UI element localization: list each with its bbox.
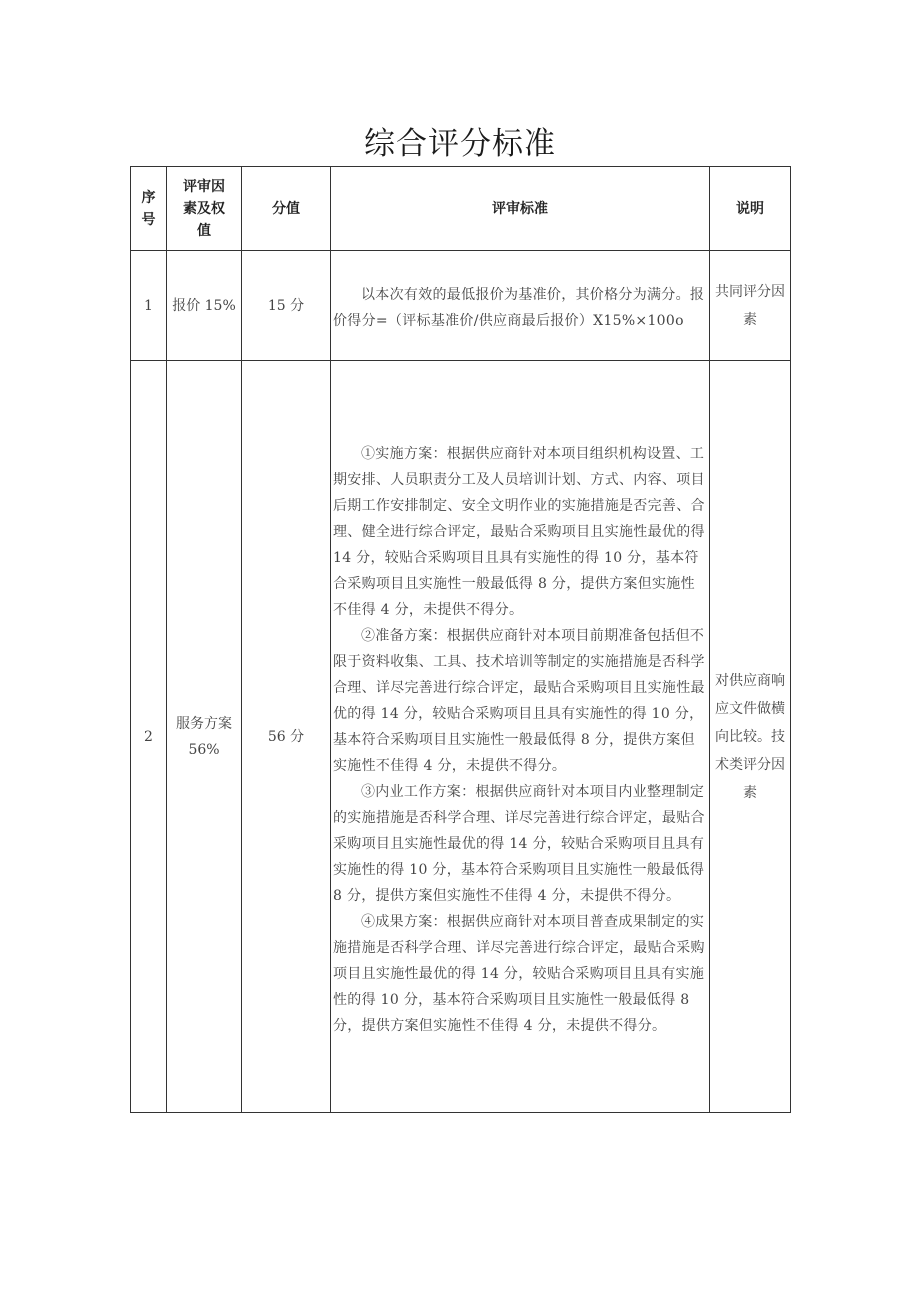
row-factor: 服务方案 56% [167, 361, 242, 1113]
page-title: 综合评分标准 [364, 126, 556, 162]
header-seq: 序号 [131, 167, 167, 251]
row-note: 对供应商响应文件做横向比较。技术类评分因素 [710, 361, 791, 1113]
row-criteria [331, 361, 710, 1113]
row-note: 共同评分因素 [710, 251, 791, 361]
header-factor: 评审因素及权值 [167, 167, 242, 251]
row-score: 15 分 [242, 251, 331, 361]
row-seq: 1 [131, 251, 167, 361]
header-criteria: 评审标准 [331, 167, 710, 251]
row-score: 56 分 [242, 361, 331, 1113]
criteria-paragraph: ④成果方案：根据供应商针对本项目普查成果制定的实施措施是否科学合理、详尽完善进行综合评定，最贴合采购项目且实施性最优的得 14 分，较贴合采购项目且具有实施性的得 10 分，基本符合采购项目且实施性一般最低得 8 分，提供方案但实施性不佳得 4 分，未提供不得分。 [333, 913, 705, 1034]
row-seq: 2 [131, 361, 167, 1113]
criteria-paragraph: ③内业工作方案：根据供应商针对本项目内业整理制定的实施措施是否科学合理、详尽完善进行综合评定，最贴合采购项目且实施性最优的得 14 分，较贴合采购项目且具有实施性的得 10 分，基本符合采购项目且实施性一般最低得 8 分，提供方案但实施性不佳得 4 分，未提供不得分。 [333, 783, 705, 904]
criteria-paragraph: ①实施方案：根据供应商针对本项目组织机构设置、工期安排、人员职责分工及人员培训计划、方式、内容、项目后期工作安排制定、安全文明作业的实施措施是否完善、合理、健全进行综合评定，最贴合采购项目且实施性最优的得 14 分，较贴合采购项目且具有实施性的得 10 分，基本符合采购项目且实施性一般最低得 8 分，提供方案但实施性不佳得 4 分，未提供不得分。 [333, 445, 705, 618]
criteria-paragraph: ②准备方案：根据供应商针对本项目前期准备包括但不限于资料收集、工具、技术培训等制定的实施措施是否科学合理、详尽完善进行综合评定，最贴合采购项目且实施性最优的得 14 分，较贴合采购项目且具有实施性的得 10 分，基本符合采购项目且实施性一般最低得 8 分，提供方案但实施性不佳得 4 分，未提供不得分。 [333, 627, 705, 774]
header-score: 分值 [242, 167, 331, 251]
criteria-paragraph: 以本次有效的最低报价为基准价，其价格分为满分。报价得分=（评标基准价/供应商最后报价）X15%×100o [333, 286, 705, 329]
table-row [131, 361, 791, 1113]
table-header-row [131, 167, 791, 251]
header-note: 说明 [710, 167, 791, 251]
scoring-table [130, 166, 791, 1113]
row-criteria [331, 251, 710, 361]
table-row [131, 251, 791, 361]
row-factor: 报价 15% [167, 251, 242, 361]
